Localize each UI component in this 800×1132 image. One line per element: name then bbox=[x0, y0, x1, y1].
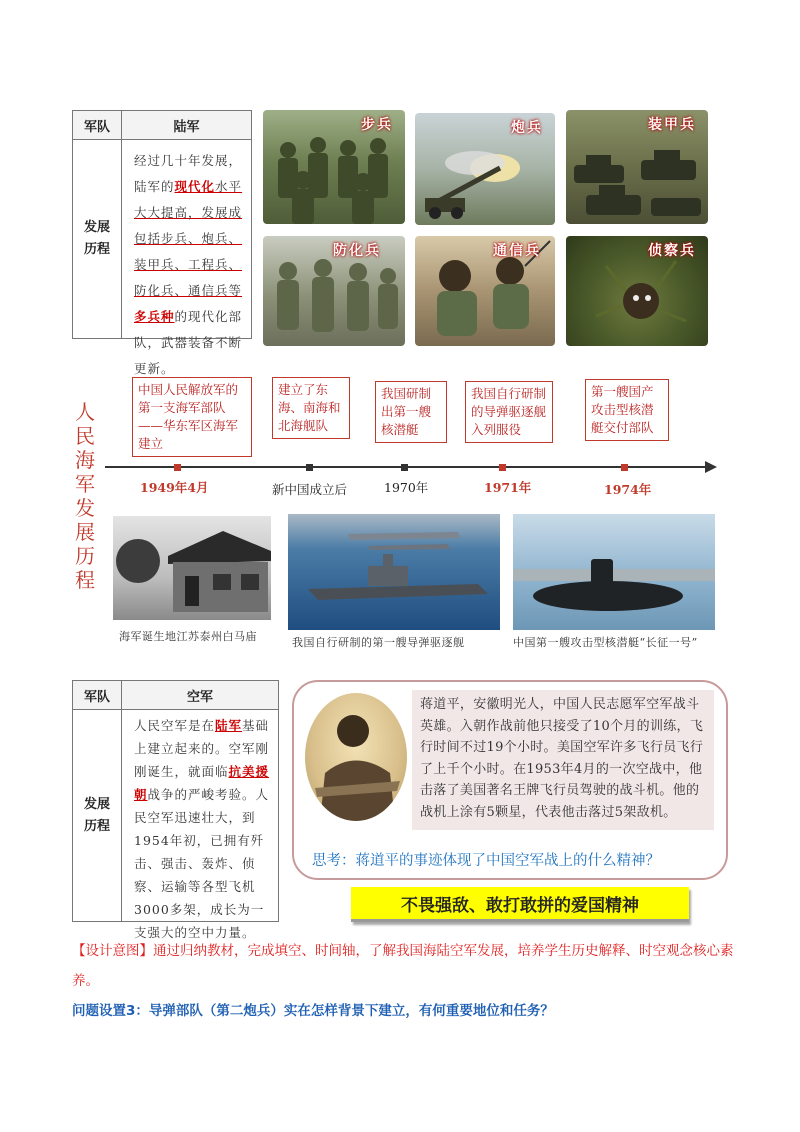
army-description: 经过几十年发展，陆军的现代化水平大大提高，发展成包括步兵、炮兵、装甲兵、工程兵、防化兵、通信兵等多兵种的现代化部队，武器装备不断更新。 bbox=[134, 153, 243, 376]
timeline-event-box: 建立了东海、南海和北海舰队 bbox=[272, 377, 350, 439]
design-intent-label: 【设计意图】 bbox=[72, 943, 153, 959]
timeline-date: 1970年 bbox=[384, 480, 429, 495]
airforce-col2-header: 空军 bbox=[186, 689, 213, 705]
design-intent bbox=[72, 936, 752, 996]
timeline-marker bbox=[621, 464, 628, 471]
airforce-table-header bbox=[73, 681, 278, 710]
keyword-multi-branch: 多兵种 bbox=[134, 309, 175, 324]
keyword-army: 陆军 bbox=[215, 718, 243, 733]
airforce-table bbox=[72, 680, 279, 940]
army-table bbox=[72, 110, 252, 376]
design-intent-text: 通过归纳教材，完成填空、时间轴，了解我国海陆空军发展，培养学生历史解释、时空观念核心素养。 bbox=[72, 943, 734, 989]
army-row-label: 发展 历程 bbox=[73, 140, 122, 338]
army-col1-header: 军队 bbox=[73, 111, 122, 139]
timeline-event-box: 我国研制出第一艘核潜艇 bbox=[375, 381, 447, 443]
photo-label: 装甲兵 bbox=[648, 117, 696, 133]
photo-destroyer bbox=[288, 514, 500, 630]
photo-artillery bbox=[415, 113, 555, 225]
keyword-korean-war: 抗美援朝 bbox=[134, 764, 270, 802]
timeline-marker bbox=[401, 464, 408, 471]
timeline-event-box: 第一艘国产攻击型核潜艇交付部队 bbox=[585, 379, 669, 441]
timeline-date: 1949年4月 bbox=[140, 480, 209, 495]
airforce-col1-header: 军队 bbox=[73, 681, 122, 709]
photo-caption: 中国第一艘攻击型核潜艇“长征一号” bbox=[513, 636, 698, 649]
timeline-date: 新中国成立后 bbox=[272, 482, 348, 497]
hero-text: 蒋道平，安徽明光人，中国人民志愿军空军战斗英雄。入朝作战前他只接受了10个月的训练，飞行时间不过19个小时。美国空军许多飞行员飞行了上千个小时。在1953年4月的一次空战中，他击落了美国著名王牌飞行员驾驶的战斗机。他的战机上涂有5颗星，代表他击落过5架敌机。 bbox=[420, 697, 704, 820]
hero-answer: 不畏强敌、敢打敢拼的爱国精神 bbox=[351, 887, 689, 922]
timeline-event-box: 中国人民解放军的第一支海军部队——华东军区海军建立 bbox=[132, 377, 252, 457]
timeline-date: 1974年 bbox=[604, 482, 652, 497]
hero-question: 思考：蒋道平的事迹体现了中国空军战上的什么精神？ bbox=[312, 853, 660, 869]
photo-label: 炮兵 bbox=[511, 120, 543, 136]
photo-infantry bbox=[263, 110, 405, 224]
photo-submarine bbox=[513, 514, 715, 630]
photo-signal bbox=[415, 236, 555, 346]
airforce-row-label: 发展 历程 bbox=[73, 710, 122, 921]
photo-armored bbox=[566, 110, 708, 224]
timeline-axis bbox=[105, 457, 725, 477]
photo-chemical-defense bbox=[263, 236, 405, 346]
photo-caption: 海军诞生地江苏泰州白马庙 bbox=[119, 630, 257, 643]
timeline-event-box: 我国自行研制的导弹驱逐舰入列服役 bbox=[465, 381, 553, 443]
photo-label: 通信兵 bbox=[493, 243, 541, 259]
army-col2-header: 陆军 bbox=[173, 119, 200, 135]
photo-recon bbox=[566, 236, 708, 346]
timeline-marker bbox=[306, 464, 313, 471]
photo-label: 步兵 bbox=[361, 117, 393, 133]
question-3: 问题设置3：导弹部队（第二炮兵）实在怎样背景下建立，有何重要地位和任务？ bbox=[72, 1003, 554, 1019]
hero-portrait bbox=[305, 693, 407, 821]
photo-label: 侦察兵 bbox=[648, 243, 696, 259]
timeline-marker bbox=[174, 464, 181, 471]
keyword-modernization: 现代化 bbox=[174, 179, 216, 194]
navy-timeline-title: 人民海军发展历程 bbox=[75, 400, 95, 592]
photo-baima-temple bbox=[113, 516, 271, 620]
photo-caption: 我国自行研制的第一艘导弹驱逐舰 bbox=[292, 636, 465, 649]
photo-label: 防化兵 bbox=[333, 243, 381, 259]
army-table-header bbox=[73, 111, 251, 140]
timeline-marker bbox=[499, 464, 506, 471]
airforce-description: 人民空军是在陆军基础上建立起来的。空军刚刚诞生，就面临抗美援朝战争的严峻考验。人民空军迅速壮大，到1954年初，已拥有歼击、强击、轰炸、侦察、运输等各型飞机3000多架，成长为一支强大的空中力量。 bbox=[134, 718, 270, 940]
timeline-date: 1971年 bbox=[484, 480, 532, 495]
